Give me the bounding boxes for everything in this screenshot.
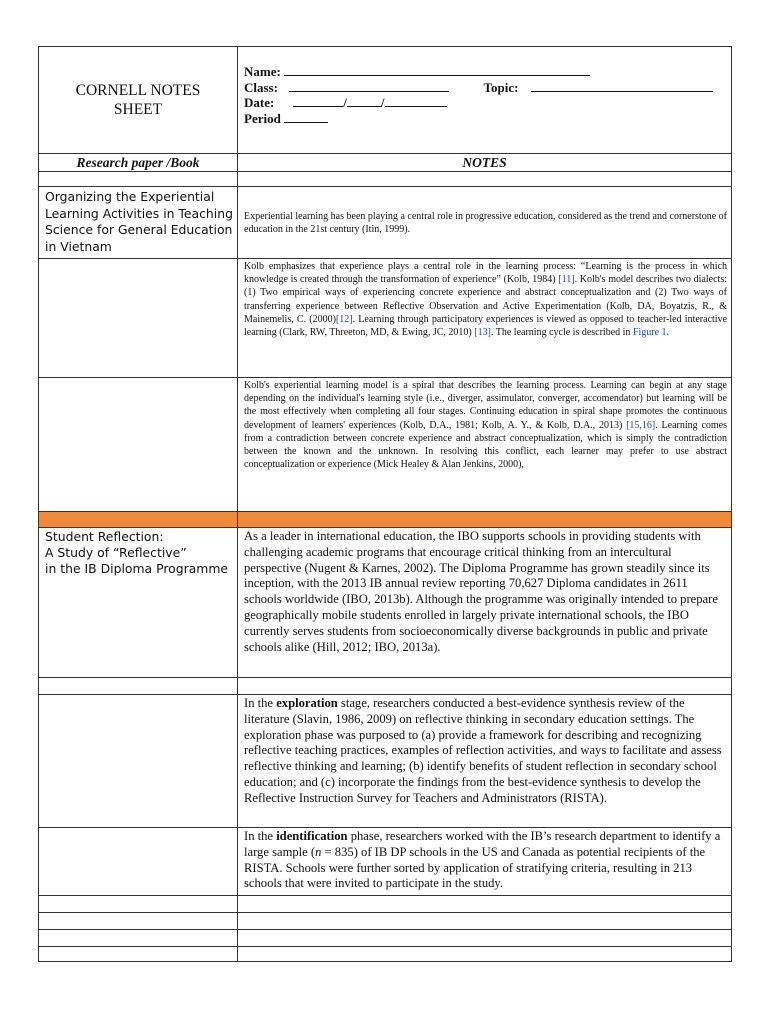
paper-1-note-2: Kolb emphasizes that experience plays a central role in the learning process: “Learning is the process in which knowledge is created through the transformation of experience” (Kolb, 1984) [11]. Kolb's model describes two dialects: (1) Two empirical ways of experiencing concrete experience and abstract conceptualization and (2) Two ways of transferring experience between Reflective Observation and Active Experimentation (Kolb, DA, Boyatzis, R., & Mainemelis, C. (2000)[12]. Learning through participatory experiences is viewed as opposed to teacher-led interactive learning (Clark, RW, Threeton, MD, & Ewing, JC, 2010) [13]. The learning cycle is described in Figure 1. bbox=[238, 259, 732, 378]
table-row bbox=[39, 947, 732, 962]
student-info-fields bbox=[238, 47, 732, 154]
paper-2-note-3: In the identification phase, researchers worked with the IB’s research department to identify a large sample (n = 835) of IB DP schools in the US and Canada as potential recipients of the RISTA. Schools were further sorted by application of stratifying criteria, resulting in 213 schools that were invited to participate in the study. bbox=[238, 828, 732, 896]
paper-2-title-line-1: Student Reflection: bbox=[45, 529, 164, 544]
date-separator-2: / bbox=[380, 95, 385, 110]
table-row bbox=[39, 896, 732, 913]
table-row bbox=[39, 172, 732, 187]
name-label: Name: bbox=[244, 64, 281, 79]
date-separator-1: / bbox=[343, 95, 347, 110]
table-row bbox=[39, 828, 732, 896]
paper-2-note-2: In the exploration stage, researchers conducted a best-evidence synthesis review of the literature (Slavin, 1986, 2009) on reflective thinking in secondary education settings. The exploration phase was purposed to (a) provide a framework for describing and recognizing reflective teaching practices, examples of reflection activities, and ways to facilitate and assess reflective thinking and learning; (b) identify benefits of student reflection in secondary school education; and (c) incorporate the findings from the best-evidence synthesis to develop the Reflective Instruction Survey for Teachers and Administrators (RISTA). bbox=[238, 695, 732, 828]
left-cell bbox=[39, 695, 238, 828]
topic-field[interactable] bbox=[531, 79, 713, 92]
citation-link[interactable]: [11] bbox=[558, 274, 575, 286]
citation-link[interactable]: [13] bbox=[474, 327, 491, 339]
table-row bbox=[39, 913, 732, 930]
paper-2-title bbox=[39, 528, 238, 678]
paper-2-note-1: As a leader in international education, the IBO supports schools in providing students with challenging academic programs that encourage critical thinking from an intercultural perspective (Nugent & Karnes, 2002). The Diploma Programme has grown steadily since its inception, with the 2013 IB annual review reporting 70,627 Diploma candidates in 2611 schools worldwide (IBO, 2013b). Although the programme was originally intended to prepare geographically mobile students enrolled in largely private international schools, the IBO currently serves students from socioeconomically diverse backgrounds in public and private schools alike (Hill, 2012; IBO, 2013a). bbox=[238, 528, 732, 678]
paper-2-title-line-3: in the IB Diploma Programme bbox=[45, 561, 229, 577]
citation-link[interactable]: [15,16] bbox=[626, 419, 656, 431]
class-field[interactable] bbox=[289, 79, 449, 92]
sheet-title bbox=[39, 47, 238, 154]
left-cell bbox=[39, 828, 238, 896]
cornell-notes-table bbox=[38, 46, 732, 962]
name-field[interactable] bbox=[284, 63, 590, 76]
paper-1-title: Organizing the Experiential Learning Activities in Teaching Science for General Education in Vietnam bbox=[39, 187, 238, 259]
sheet-header-row bbox=[39, 47, 732, 154]
table-row bbox=[39, 695, 732, 828]
class-label: Class: bbox=[244, 79, 278, 95]
sheet-title-line-2: SHEET bbox=[113, 101, 163, 118]
left-cell bbox=[39, 259, 238, 378]
citation-link[interactable]: [12] bbox=[335, 313, 353, 325]
right-column-header: NOTES bbox=[238, 154, 732, 172]
left-cell bbox=[39, 378, 238, 512]
paper-1-note-1: Experiential learning has been playing a central role in progressive education, considered as the trend and cornerstone of education in the 21st century (Itin, 1999). bbox=[238, 187, 732, 259]
period-field[interactable] bbox=[284, 110, 328, 123]
period-label: Period bbox=[244, 110, 281, 126]
column-header-row bbox=[39, 154, 732, 172]
topic-label: Topic: bbox=[483, 79, 519, 95]
date-label: Date: bbox=[244, 95, 275, 110]
date-day-field[interactable] bbox=[347, 94, 381, 107]
left-column-header: Research paper /Book bbox=[39, 154, 238, 172]
figure-link[interactable]: Figure 1 bbox=[632, 327, 667, 339]
table-row bbox=[39, 528, 732, 678]
date-month-field[interactable] bbox=[293, 94, 343, 107]
paper-2-title-line-2: A Study of “Reflective” bbox=[45, 545, 187, 561]
table-row bbox=[39, 930, 732, 947]
sheet-title-line-1: CORNELL NOTES bbox=[75, 82, 201, 99]
paper-1-note-3: Kolb's experiential learning model is a spiral that describes the learning process. Learning can begin at any stage depending on the individual's learning style (i.e., diverger, assimulator, converger, accomendator) but learning will be the most effectively when completing all four stages. Continuing education in spiral shape promotes the continuous development of learners' experiences (Kolb, D.A., 1981; Kolb, A. Y., & Kolb, D.A., 2013) [15,16]. Learning comes from a contradiction between concrete experience and abstract conceptualization, which is simply the contradiction between the known and the unknown. In resolving this conflict, each learner may prefer to use abstract conceptualization or experience (Mick Healey & Alan Jenkins, 2000), bbox=[238, 378, 732, 512]
table-row bbox=[39, 259, 732, 378]
table-row bbox=[39, 187, 732, 259]
section-divider bbox=[39, 512, 732, 528]
date-year-field[interactable] bbox=[385, 94, 447, 107]
table-row bbox=[39, 678, 732, 695]
table-row bbox=[39, 378, 732, 512]
